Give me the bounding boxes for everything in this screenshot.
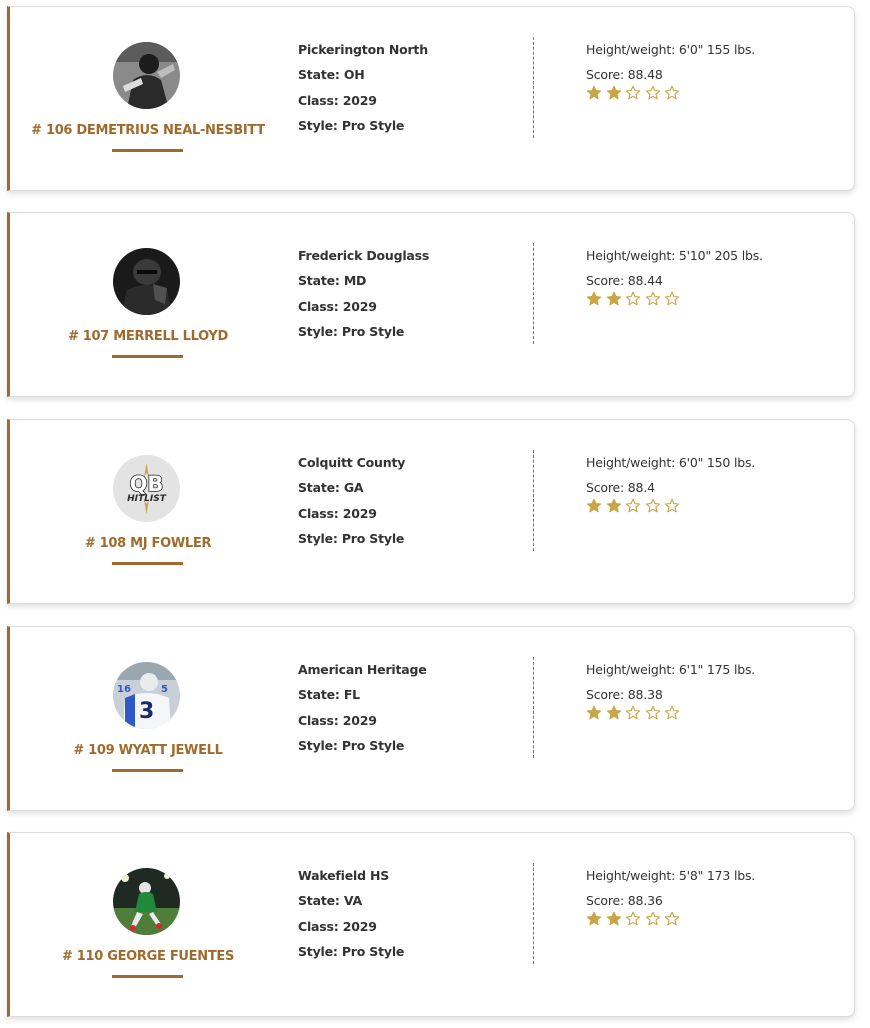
player-identity <box>10 7 286 190</box>
name-underline <box>112 562 183 565</box>
star-empty-icon <box>625 291 641 307</box>
svg-text:QB: QB <box>129 472 164 496</box>
star-empty-icon <box>664 911 680 927</box>
column-divider <box>533 863 534 964</box>
player-card[interactable] <box>7 6 855 191</box>
player-details <box>298 661 528 762</box>
star-empty-icon <box>664 705 680 721</box>
player-details <box>298 41 528 142</box>
player-stats <box>586 454 846 504</box>
class-value: Class: 2029 <box>298 92 377 108</box>
player-identity <box>10 833 286 1016</box>
school-name: Wakefield HS <box>298 868 390 883</box>
score-value: Score: 88.48 <box>586 67 663 82</box>
player-rank-name[interactable]: # 107 MERRELL LLOYD <box>67 329 229 344</box>
star-rating <box>586 498 684 516</box>
player-stats <box>586 41 846 91</box>
school-name: Pickerington North <box>298 42 428 57</box>
player-card[interactable] <box>7 626 855 811</box>
star-filled-icon <box>586 85 602 101</box>
height-weight: Height/weight: 6'0" 150 lbs. <box>586 455 756 470</box>
player-identity <box>10 420 286 603</box>
player-stats <box>586 867 846 917</box>
player-stats <box>586 661 846 711</box>
star-filled-icon <box>586 911 602 927</box>
player-identity <box>10 213 286 396</box>
column-divider <box>533 243 534 344</box>
style-value: Style: Pro Style <box>298 117 405 133</box>
score-value: Score: 88.4 <box>586 480 655 495</box>
player-stats <box>586 247 846 297</box>
state-value: State: GA <box>298 480 364 496</box>
star-rating <box>586 705 684 723</box>
player-rank-name[interactable]: # 108 MJ FOWLER <box>84 536 212 551</box>
class-value: Class: 2029 <box>298 712 377 728</box>
name-underline <box>112 149 183 152</box>
style-value: Style: Pro Style <box>298 737 405 753</box>
score-value: Score: 88.36 <box>586 893 663 908</box>
player-details <box>298 454 528 555</box>
star-filled-icon <box>586 498 602 514</box>
name-underline <box>112 975 183 978</box>
svg-text:5: 5 <box>161 684 168 695</box>
star-rating <box>586 85 684 103</box>
star-empty-icon <box>645 291 661 307</box>
star-empty-icon <box>645 911 661 927</box>
height-weight: Height/weight: 6'1" 175 lbs. <box>586 662 756 677</box>
player-rank-name[interactable]: # 106 DEMETRIUS NEAL-NESBITT <box>31 123 265 138</box>
state-value: State: VA <box>298 893 362 909</box>
player-avatar[interactable] <box>113 248 180 315</box>
school-name: Frederick Douglass <box>298 248 430 263</box>
player-avatar[interactable] <box>113 662 180 729</box>
player-avatar[interactable] <box>113 868 180 935</box>
style-value: Style: Pro Style <box>298 530 405 546</box>
height-weight: Height/weight: 5'8" 173 lbs. <box>586 868 756 883</box>
star-empty-icon <box>664 498 680 514</box>
star-rating <box>586 291 684 309</box>
class-value: Class: 2029 <box>298 505 377 521</box>
height-weight: Height/weight: 5'10" 205 lbs. <box>586 248 763 263</box>
star-rating <box>586 911 684 929</box>
player-card[interactable] <box>7 212 855 397</box>
style-value: Style: Pro Style <box>298 943 405 959</box>
player-card[interactable] <box>7 419 855 604</box>
star-filled-icon <box>586 705 602 721</box>
height-weight: Height/weight: 6'0" 155 lbs. <box>586 42 756 57</box>
player-details <box>298 867 528 968</box>
qb-hitlist-logo[interactable] <box>113 455 180 522</box>
star-filled-icon <box>606 911 622 927</box>
column-divider <box>533 450 534 551</box>
star-filled-icon <box>606 85 622 101</box>
star-empty-icon <box>664 85 680 101</box>
player-details <box>298 247 528 348</box>
player-identity <box>10 627 286 810</box>
star-empty-icon <box>625 498 641 514</box>
svg-text:16: 16 <box>117 684 131 695</box>
star-empty-icon <box>664 291 680 307</box>
state-value: State: OH <box>298 67 365 83</box>
star-empty-icon <box>625 911 641 927</box>
star-empty-icon <box>645 705 661 721</box>
style-value: Style: Pro Style <box>298 323 405 339</box>
star-filled-icon <box>606 498 622 514</box>
player-avatar[interactable] <box>113 42 180 109</box>
score-value: Score: 88.38 <box>586 687 663 702</box>
school-name: Colquitt County <box>298 455 406 470</box>
column-divider <box>533 657 534 758</box>
star-empty-icon <box>625 85 641 101</box>
svg-text:HITLIST: HITLIST <box>127 494 166 504</box>
svg-text:3: 3 <box>139 699 155 724</box>
name-underline <box>112 769 183 772</box>
player-card[interactable] <box>7 832 855 1017</box>
state-value: State: MD <box>298 273 367 289</box>
column-divider <box>533 37 534 138</box>
player-rank-name[interactable]: # 110 GEORGE FUENTES <box>61 949 235 964</box>
star-empty-icon <box>625 705 641 721</box>
name-underline <box>112 355 183 358</box>
star-filled-icon <box>606 291 622 307</box>
state-value: State: FL <box>298 687 360 703</box>
class-value: Class: 2029 <box>298 918 377 934</box>
star-filled-icon <box>586 291 602 307</box>
score-value: Score: 88.44 <box>586 273 663 288</box>
class-value: Class: 2029 <box>298 298 377 314</box>
star-empty-icon <box>645 498 661 514</box>
player-rank-name[interactable]: # 109 WYATT JEWELL <box>73 743 223 758</box>
star-empty-icon <box>645 85 661 101</box>
star-filled-icon <box>606 705 622 721</box>
school-name: American Heritage <box>298 662 427 677</box>
